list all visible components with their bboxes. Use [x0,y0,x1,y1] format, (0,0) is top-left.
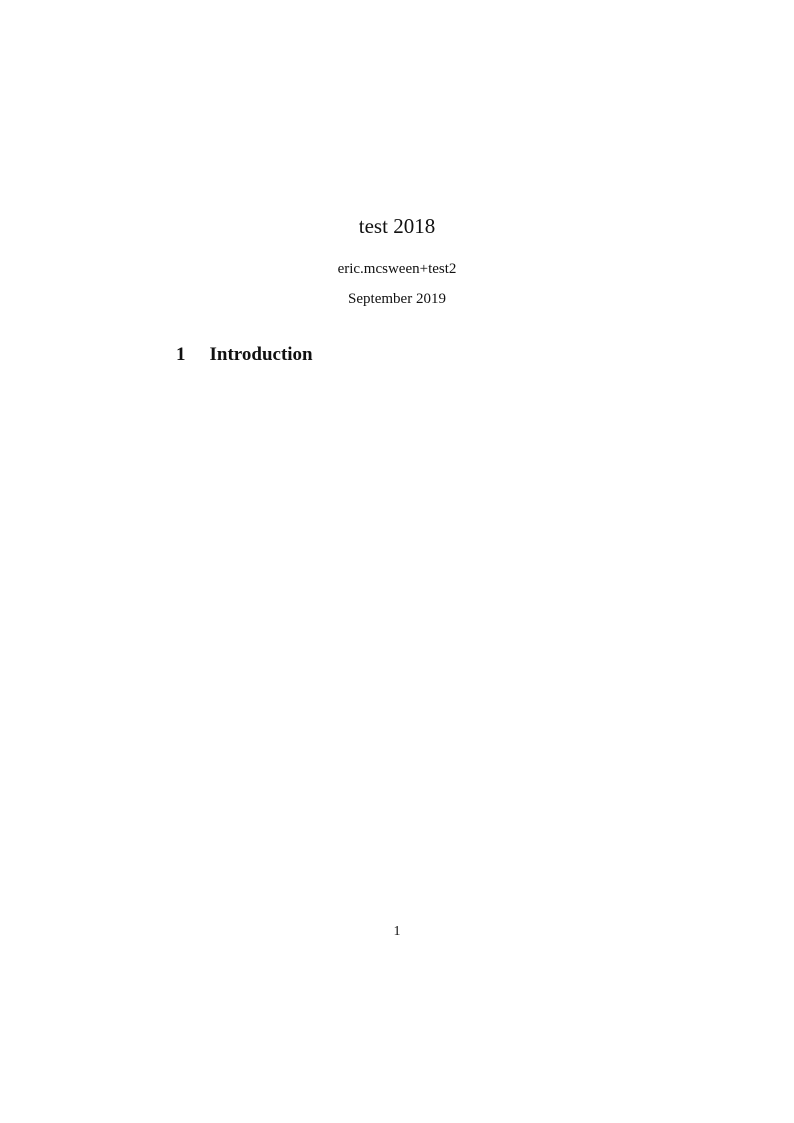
document-date: September 2019 [348,291,446,307]
section-heading [176,344,313,366]
page-number: 1 [393,924,401,939]
section-title: Introduction [209,344,313,365]
document-title: test 2018 [358,214,436,238]
document-author: eric.mcsween+test2 [337,261,457,277]
section-number: 1 [176,344,186,365]
